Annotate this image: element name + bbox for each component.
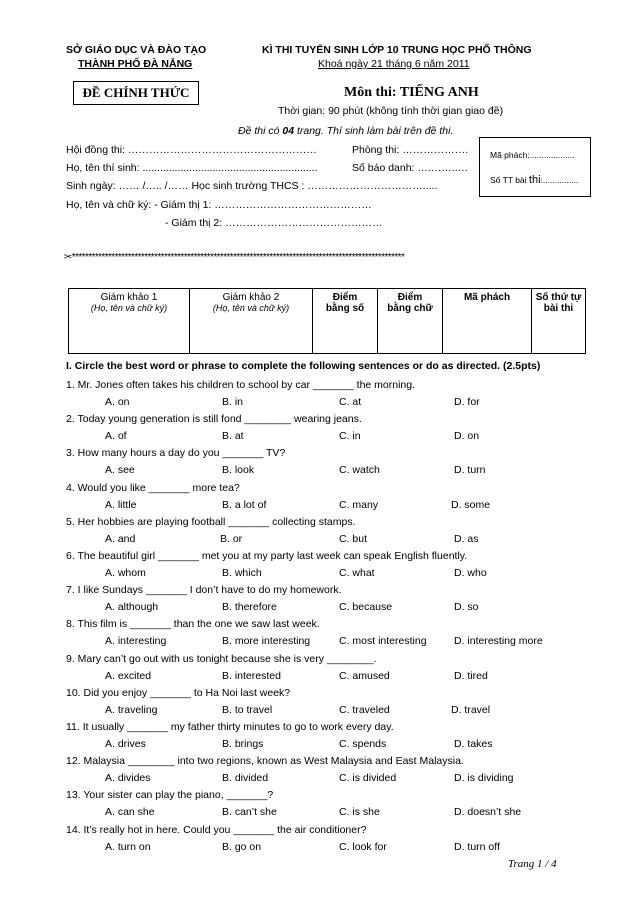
question-text: 8. This film is _______ than the one we saw last week. [66,618,320,631]
option-c[interactable]: C. spends [339,738,387,750]
official-stamp: ĐỀ CHÍNH THỨC [73,81,199,105]
col-score-number-sub: bằng số [325,303,365,314]
option-c[interactable]: C. look for [339,840,387,853]
col-examiner1-title: Giám khảo 1 [100,292,158,303]
sbd-field[interactable]: Số báo danh: ….……..… [352,162,469,174]
pages-note [238,125,453,137]
option-c[interactable]: C. because [339,601,393,614]
pages-note-post: trang. Thí sinh làm bài trên đề thi. [294,125,454,137]
score-table [68,288,586,354]
option-c[interactable]: C. amused [339,669,390,682]
pages-count: 04 [282,125,295,137]
option-b[interactable]: B. which [222,567,262,579]
examiner2-field[interactable]: - Giám thị 2: ……………………………………… [165,217,383,229]
option-b[interactable]: B. therefore [222,601,277,614]
option-d[interactable]: D. takes [454,738,493,750]
option-a[interactable]: A. of [105,430,127,443]
duration [278,105,503,117]
ma-phach-label: Mã phách:................... [490,150,575,160]
so-tt-post: :............... [540,175,579,185]
room-field[interactable]: Phòng thi: ………………. [352,144,469,156]
col-score-number-title: Điểm [332,292,358,303]
option-b[interactable]: B. in [222,396,244,408]
question-text: 13. Your sister can play the piano, _______? [66,789,274,802]
council-field[interactable]: Hội đồng thi: ……………………………………………… [66,144,317,156]
option-a[interactable]: A. can she [105,806,155,819]
option-c[interactable]: C. in [339,430,361,443]
col-examiner1 [69,289,190,354]
option-b[interactable]: B. or [220,532,243,545]
department-line1: SỞ GIÁO DỤC VÀ ĐÀO TẠO [66,44,207,56]
option-d[interactable]: D. as [454,532,479,545]
option-d[interactable]: D. doesn’t she [454,806,522,819]
examiner1-field[interactable]: Họ, tên và chữ ký: - Giám thị 1: ……………………………………… [66,199,372,211]
option-d[interactable]: D. who [454,567,487,579]
option-a[interactable]: A. turn on [105,840,151,853]
option-a[interactable]: A. although [105,601,159,614]
department-line2: THÀNH PHỐ ĐÀ NẴNG [78,58,193,70]
question-text: 7. I like Sundays _______ I don’t have to do my homework. [66,584,342,597]
option-d[interactable]: D. turn [454,464,486,477]
option-d[interactable]: D. tired [454,669,488,682]
question-text: 11. It usually _______ my father thirty minutes to go to work every day. [66,721,394,733]
option-c[interactable]: C. at [339,396,362,408]
option-d[interactable]: D. turn off [454,840,500,853]
col-score-words [378,289,443,354]
so-tt-label [490,174,578,186]
option-c[interactable]: C. most interesting [339,635,427,648]
option-d[interactable]: D. is dividing [454,772,514,785]
question-text: 9. Mary can’t go out with us tonight because she is very ________. [66,652,377,665]
exam-date: Khoá ngày 21 tháng 6 năm 2011 [318,58,470,70]
option-a[interactable]: A. traveling [105,703,158,716]
col-ma-phach [443,289,532,354]
option-a[interactable]: A. divides [105,772,151,785]
question-text: 12. Malaysia ________ into two regions, known as West Malaysia and East Malaysia. [66,755,464,768]
so-tt-big: thi [528,174,541,186]
option-a[interactable]: A. little [105,498,137,511]
option-d[interactable]: D. interesting more [454,635,543,648]
candidate-name-field[interactable]: Họ, tên thí sinh: ............................................................ [66,162,318,174]
option-b[interactable]: B. go on [222,840,262,853]
col-score-words-sub: bằng chữ [387,303,433,314]
option-a[interactable]: A. excited [105,669,152,682]
option-a[interactable]: A. on [105,396,130,408]
option-b[interactable]: B. more interesting [222,635,311,648]
option-b[interactable]: B. can’t she [222,806,277,819]
option-c[interactable]: C. watch [339,464,380,477]
col-ma-phach-title: Mã phách [463,292,511,303]
option-b[interactable]: B. to travel [222,703,273,716]
option-b[interactable]: B. at [222,430,244,443]
question-text: 10. Did you enjoy _______ to Ha Noi last week? [66,686,291,699]
option-a[interactable]: A. see [105,464,135,477]
question-text: 4. Would you like _______ more tea? [66,481,240,494]
question-text: 3. How many hours a day do you _______ TV? [66,447,286,460]
option-d[interactable]: D. so [454,601,479,614]
option-c[interactable]: C. but [339,532,368,545]
col-so-thu-tu-title: Số thứ tự [535,292,582,303]
exam-title: KÌ THI TUYỂN SINH LỚP 10 TRUNG HỌC PHỔ THÔNG [262,44,532,56]
col-score-number [313,289,378,354]
col-so-thu-tu-sub: bài thi [543,303,574,314]
col-examiner2 [190,289,313,354]
option-d[interactable]: D. travel [451,703,491,716]
option-a[interactable]: A. whom [105,567,146,579]
option-c[interactable]: C. what [339,567,375,579]
option-b[interactable]: B. interested [222,669,281,682]
option-b[interactable]: B. a lot of [222,498,267,511]
col-examiner2-title: Giám khảo 2 [222,292,280,303]
col-examiner2-sub: (Họ, tên và chữ ký) [212,303,290,313]
so-tt-pre: Số TT bài [490,175,529,185]
option-c[interactable]: C. is she [339,806,380,819]
question-text: 1. Mr. Jones often takes his children to school by car _______ the morning. [66,379,416,391]
col-so-thu-tu [532,289,586,354]
option-a[interactable]: A. drives [105,738,146,750]
col-score-words-title: Điểm [397,292,423,303]
option-c[interactable]: C. traveled [339,703,390,716]
option-d[interactable]: D. on [454,430,480,443]
duration-text: Thời gian: 90 phút (không tính thời gian giao đề) [278,105,504,117]
question-text: 6. The beautiful girl _______ met you at my party last week can speak English fluently. [66,550,468,562]
dob-school-field[interactable]: Sinh ngày: …… /….. /…… Học sinh trường THCS : ……………………………..... [66,180,438,192]
pages-note-pre: Đề thi có [238,125,283,137]
subject: Môn thi: TIẾNG ANH [344,85,479,100]
option-b[interactable]: B. divided [222,772,269,785]
option-a[interactable]: A. interesting [105,635,167,648]
question-text: 5. Her hobbies are playing football _______ collecting stamps. [66,515,356,528]
question-text: 2. Today young generation is still fond ________ wearing jeans. [66,413,362,426]
option-a[interactable]: A. and [105,532,136,545]
option-d[interactable]: D. for [454,396,480,408]
option-d[interactable]: D. some [451,498,491,511]
col-examiner1-sub: (Họ, tên và chữ ký) [90,303,168,313]
option-c[interactable]: C. is divided [339,772,397,785]
page-number: Trang 1 / 4 [508,858,557,870]
section-title: I. Circle the best word or phrase to complete the following sentences or do as directed. (2.5pts) [66,360,541,372]
question-text: 14. It’s really hot in here. Could you _______ the air conditioner? [66,823,367,836]
option-b[interactable]: B. brings [222,738,264,750]
ma-phach-box [479,137,591,197]
cut-line: ✂***************************************************************************************************** [64,252,405,263]
option-b[interactable]: B. look [222,464,255,477]
option-c[interactable]: C. many [339,498,379,511]
